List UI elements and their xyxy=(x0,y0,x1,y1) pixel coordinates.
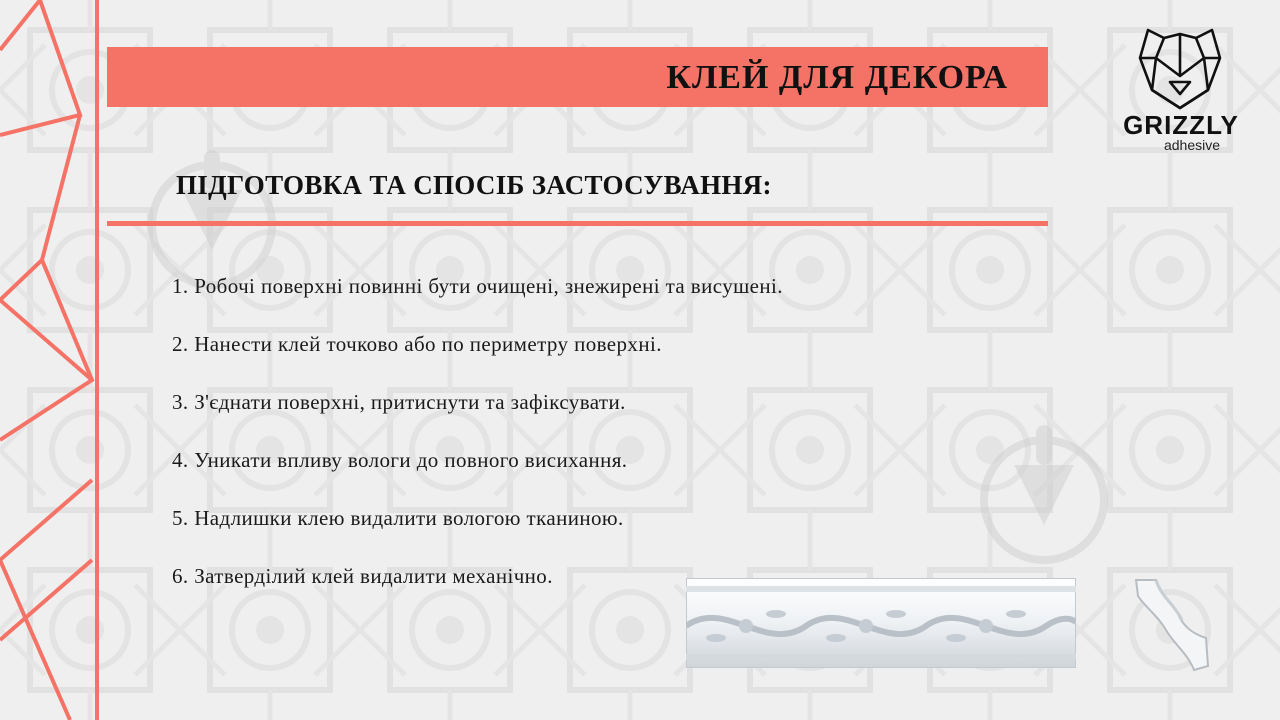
title-bar xyxy=(107,47,1048,107)
list-item: 2. Нанести клей точково або по периметру поверхні. xyxy=(172,332,662,356)
decorative-lines xyxy=(0,0,140,720)
section-divider xyxy=(107,221,1048,226)
list-item: 1. Робочі поверхні повинні бути очищені, знежирені та висушені. xyxy=(172,274,783,298)
page-title: КЛЕЙ ДЛЯ ДЕКОРА xyxy=(666,59,1008,96)
list-item: 4. Уникати впливу вологи до повного висихання. xyxy=(172,448,628,472)
list-item: 6. Затверділий клей видалити механічно. xyxy=(172,564,553,588)
list-item: 3. З'єднати поверхні, притиснути та зафіксувати. xyxy=(172,390,626,414)
logo-subtitle: adhesive xyxy=(1163,137,1221,153)
steps-list xyxy=(172,272,783,620)
bear-head-icon xyxy=(1134,24,1226,110)
molding-profile-image xyxy=(1128,574,1212,674)
list-item: 5. Надлишки клею видалити вологою тканиною. xyxy=(172,506,624,530)
logo-name: GRIZZLY xyxy=(1123,110,1239,140)
molding-image xyxy=(686,578,1076,668)
section-title: ПІДГОТОВКА ТА СПОСІБ ЗАСТОСУВАННЯ: xyxy=(176,170,772,200)
grizzly-logo xyxy=(1106,22,1256,162)
